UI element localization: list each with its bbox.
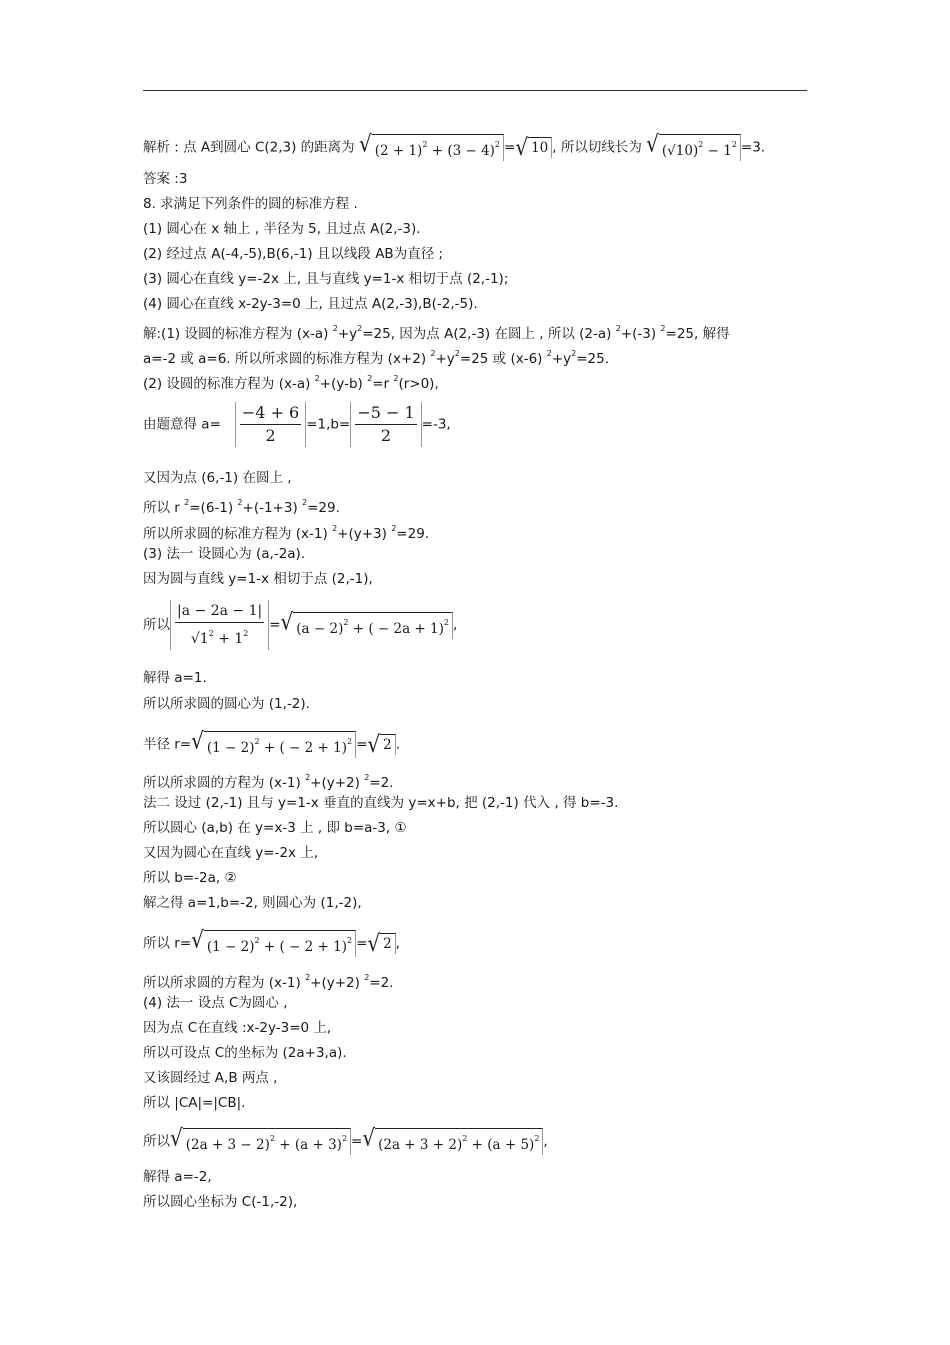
method-2-line4: 所以 b=-2a, ② bbox=[143, 870, 237, 886]
solution-4-line6: 解得 a=-2, bbox=[143, 1169, 212, 1185]
line-analysis: 解析 : 点 A到圆心 C(2,3) 的距离为 √ $(2 + 1)^2 + (3 - 4)^2$ = √ 10 , 所以切线长为 √ $(√10)^2 - 1^2$ =3. bbox=[143, 129, 766, 161]
solution-3-equation: 所以 $\frac{|a - 2a - 1|}{√1^2 + 1^2}$ = √ $(a - 2)^2$ + ( − 2a + 1)$^2$ , bbox=[143, 600, 457, 650]
solution-3-result: 所以所求圆的方程为 (x-1) $^2$+(y+2) $^2$=2. bbox=[143, 773, 394, 791]
method-2-radius: 所以 r= √ $(1 - 2)^2$ + ( − 2 + 1)$^2$ = √ 2 , bbox=[143, 925, 401, 957]
solution-4-line2: 因为点 C在直线 :x-2y-3=0 上, bbox=[143, 1020, 332, 1036]
solution-3-line2: 因为圆与直线 y=1-x 相切于点 (2,-1), bbox=[143, 571, 373, 587]
answer-line: 答案 :3 bbox=[143, 171, 188, 187]
solution-4-line7: 所以圆心坐标为 C(-1,-2), bbox=[143, 1194, 298, 1210]
solution-3-line1: (3) 法一 设圆心为 (a,-2a). bbox=[143, 546, 306, 562]
sqrt-2b: √ 2 bbox=[367, 933, 395, 954]
sqrt-distance: √ $(2 + 1)^2 + (3 - 4)^2$ bbox=[359, 134, 504, 161]
sqrt-10: √ 10 bbox=[515, 137, 552, 158]
solution-1-line1: 解:(1) 设圆的标准方程为 (x-a) $^2+y^2=25$, 因为点 A(2,-3) 在圆上 , 所以 (2-a) $^2$+(-3) $^2$=25, 解得 bbox=[143, 324, 730, 342]
solution-2-line1: (2) 设圆的标准方程为 (x-a) $^2$+(y-b) $^2$=r $^2$(r>0), bbox=[143, 374, 439, 392]
sqrt-CB: √ $(2a + 3 + 2)^2 + (a + 5)^2$ bbox=[362, 1128, 543, 1155]
method-2-line1: 法二 设过 (2,-1) 且与 y=1-x 垂直的直线为 y=x+b, 把 (2,-1) 代入 , 得 b=-3. bbox=[143, 795, 619, 811]
condition-1: (1) 圆心在 x 轴上 , 半径为 5, 且过点 A(2,-3). bbox=[143, 221, 421, 237]
question-8: 8. 求满足下列条件的圆的标准方程 . bbox=[143, 196, 358, 212]
sqrt-2: √ 2 bbox=[367, 734, 395, 755]
solution-2-line4: 所以 r $^2$=(6-1) $^2$+(-1+3) $^2$=29. bbox=[143, 498, 340, 516]
sqrt-radius: √ $(1 - 2)^2$ + ( − 2 + 1)$^2$ bbox=[191, 731, 356, 758]
solution-4-line5: 所以 |CA|=|CB|. bbox=[143, 1095, 246, 1111]
solution-1-line2: a=-2 或 a=6. 所以所求圆的标准方程为 (x+2) $^2+y^2=25$ 或 (x-6) $^2+y^2=25$. bbox=[143, 349, 610, 367]
fraction-a: $\frac{-4 + 6}{2}$ bbox=[235, 402, 306, 447]
condition-2: (2) 经过点 A(-4,-5),B(6,-1) 且以线段 AB为直径 ; bbox=[143, 246, 444, 262]
solution-4-line4: 又该圆经过 A,B 两点 , bbox=[143, 1070, 278, 1086]
sqrt-CA: √ $(2a + 3 - 2)^2 + (a + 3)^2$ bbox=[170, 1128, 351, 1155]
solution-3-line4: 所以所求圆的圆心为 (1,-2). bbox=[143, 696, 310, 712]
condition-4: (4) 圆心在直线 x-2y-3=0 上, 且过点 A(2,-3),B(-2,-5). bbox=[143, 296, 478, 312]
sqrt-radius-eq: √ $(a - 2)^2$ + ( − 2a + 1)$^2$ bbox=[281, 612, 453, 639]
method-2-line5: 解之得 a=1,b=-2, 则圆心为 (1,-2), bbox=[143, 895, 362, 911]
method-2-line2: 所以圆心 (a,b) 在 y=x-3 上 , 即 b=a-3, ① bbox=[143, 820, 407, 836]
solution-4-line1: (4) 法一 设点 C为圆心 , bbox=[143, 995, 288, 1011]
method-2-line3: 又因为圆心在直线 y=-2x 上, bbox=[143, 845, 319, 861]
solution-4-equation: 所以 √ $(2a + 3 - 2)^2 + (a + 3)^2$ = √ $(2a + 3 + 2)^2 + (a + 5)^2$ , bbox=[143, 1123, 548, 1153]
solution-2-line5: 所以所求圆的标准方程为 (x-1) $^2$+(y+3) $^2$=29. bbox=[143, 524, 430, 542]
solution-3-radius: 半径 r= √ $(1 - 2)^2$ + ( − 2 + 1)$^2$ = √ 2 . bbox=[143, 726, 401, 758]
condition-3: (3) 圆心在直线 y=-2x 上, 且与直线 y=1-x 相切于点 (2,-1); bbox=[143, 271, 509, 287]
method-2-result: 所以所求圆的方程为 (x-1) $^2$+(y+2) $^2$=2. bbox=[143, 973, 394, 991]
fraction-b: $\frac{-5 - 1}{2}$ bbox=[350, 402, 421, 447]
solution-2-fractions: 由题意得 a= $\frac{-4 + 6}{2}$ =1,b= $\frac{-5 - 1}{2}$ =-3, bbox=[143, 403, 451, 445]
sqrt-tangent: √ $(√10)^2 - 1^2$ bbox=[646, 134, 741, 161]
solution-4-line3: 所以可设点 C的坐标为 (2a+3,a). bbox=[143, 1045, 347, 1061]
solution-3-line3: 解得 a=1. bbox=[143, 670, 207, 686]
sqrt-radius-2: √ $(1 - 2)^2$ + ( − 2 + 1)$^2$ bbox=[191, 930, 356, 957]
solution-2-line3: 又因为点 (6,-1) 在圆上 , bbox=[143, 470, 292, 486]
header-rule bbox=[143, 90, 807, 91]
fraction-distance: $\frac{|a - 2a - 1|}{√1^2 + 1^2}$ bbox=[170, 600, 269, 650]
